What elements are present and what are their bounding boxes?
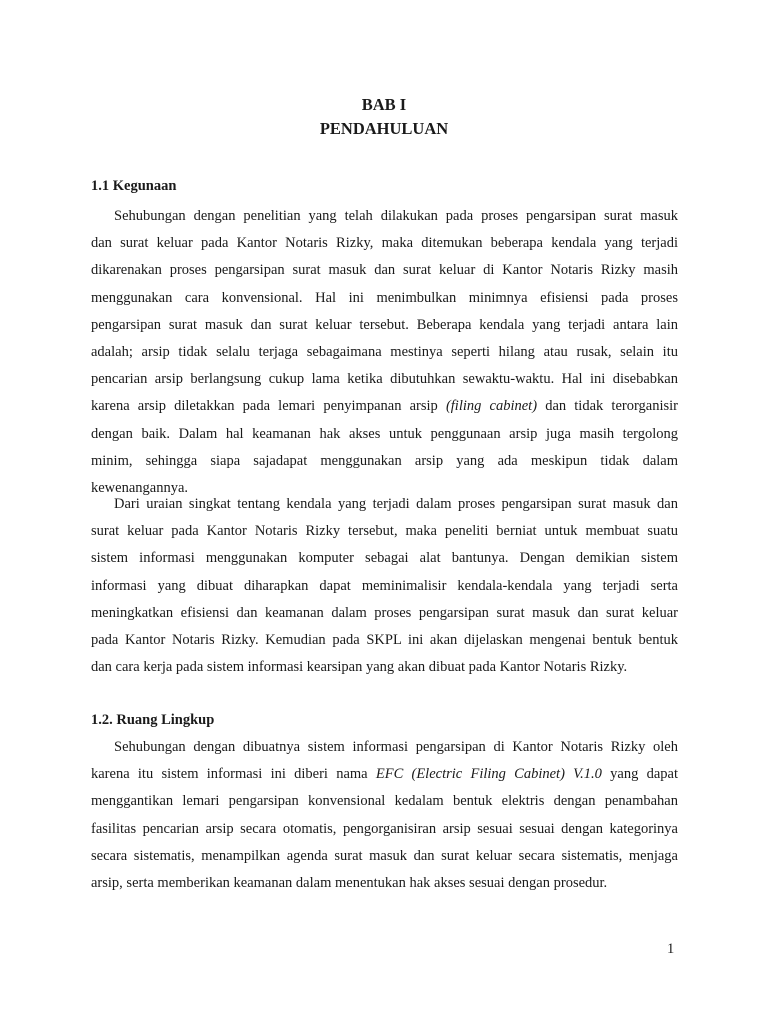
text-line xyxy=(91,761,678,788)
text-line: sistem informasi menggunakan komputer sebagai alat bantunya. Dengan demikian sistem xyxy=(91,550,678,567)
text-line xyxy=(91,393,678,420)
chapter-name: PENDAHULUAN xyxy=(319,119,449,138)
text-line: arsip, serta memberikan keamanan dalam menentukan hak akses sesuai dengan prosedur. xyxy=(91,874,608,891)
text-segment: dan tidak terorganisir xyxy=(537,398,678,415)
page-number: 1 xyxy=(667,941,675,957)
text-segment: karena arsip diletakkan pada lemari penyimpanan arsip xyxy=(91,398,446,415)
text-line: informasi yang dibuat diharapkan dapat meminimalisir kendala-kendala yang terjadi serta xyxy=(91,577,678,594)
text-line: pada Kantor Notaris Rizky. Kemudian pada SKPL ini akan dijelaskan mengenai bentuk bentuk xyxy=(91,631,678,648)
italic-term: EFC (Electric Filing Cabinet) V.1.0 xyxy=(375,766,602,783)
text-line: Sehubungan dengan dibuatnya sistem informasi pengarsipan di Kantor Notaris Rizky oleh xyxy=(114,739,678,755)
text-line: pencarian arsip berlangsung cukup lama ketika dibutuhkan sewaktu-waktu. Hal ini disebabkan xyxy=(91,371,678,388)
text-line: minim, sehingga siapa sajadapat menggunakan arsip yang ada meskipun tidak dalam xyxy=(91,452,678,469)
paragraph-kegunaan-2 xyxy=(91,491,678,681)
text-segment: yang dapat xyxy=(601,766,678,783)
chapter-number: BAB I xyxy=(361,95,407,114)
text-line: menggantikan lemari pengarsipan konvensional kedalam bentuk elektris dengan penambahan xyxy=(91,793,678,810)
text-line: surat keluar pada Kantor Notaris Rizky tersebut, maka peneliti berniat untuk membuat suatu xyxy=(91,523,678,540)
text-line: meningkatkan efisiensi dan keamanan dalam proses pengarsipan surat masuk dan surat keluar xyxy=(91,604,678,621)
section-heading-kegunaan: 1.1 Kegunaan xyxy=(91,178,177,194)
italic-term: (filing cabinet) xyxy=(445,398,538,415)
section-heading-ruang-lingkup: 1.2. Ruang Lingkup xyxy=(91,712,215,728)
text-line: kewenangannya. xyxy=(91,479,189,496)
text-line: Sehubungan dengan penelitian yang telah dilakukan pada proses pengarsipan surat masuk xyxy=(114,208,678,224)
text-line: dan cara kerja pada sistem informasi kearsipan yang akan dibuat pada Kantor Notaris Rizky. xyxy=(91,659,628,676)
text-segment: karena itu sistem informasi ini diberi nama xyxy=(91,766,376,783)
text-line: adalah; arsip tidak selalu terjaga sebagaimana mestinya seperti hilang atau rusak, selain itu xyxy=(91,343,678,360)
text-line: dengan baik. Dalam hal keamanan hak akses untuk penggunaan arsip juga masih tergolong xyxy=(91,425,678,442)
chapter-title xyxy=(0,93,768,141)
text-line: menggunakan cara konvensional. Hal ini menimbulkan minimnya efisiensi pada proses xyxy=(91,289,678,306)
text-line: dan surat keluar pada Kantor Notaris Rizky, maka ditemukan beberapa kendala yang terjadi xyxy=(91,235,678,252)
paragraph-ruang-lingkup-1 xyxy=(91,734,678,897)
text-line: fasilitas pencarian arsip secara otomatis, pengorganisiran arsip sesuai sesuai dengan kategorinya xyxy=(91,820,678,837)
paragraph-kegunaan-1 xyxy=(91,203,678,502)
text-line: Dari uraian singkat tentang kendala yang terjadi dalam proses pengarsipan surat masuk dan xyxy=(114,496,678,512)
text-line: dikarenakan proses pengarsipan surat masuk dan surat keluar di Kantor Notaris Rizky masih xyxy=(91,262,678,279)
text-line: pengarsipan surat masuk dan surat keluar tersebut. Beberapa kendala yang terjadi antara lain xyxy=(91,316,678,333)
text-line: secara sistematis, menampilkan agenda surat masuk dan surat keluar secara sistematis, menjaga xyxy=(91,847,678,864)
